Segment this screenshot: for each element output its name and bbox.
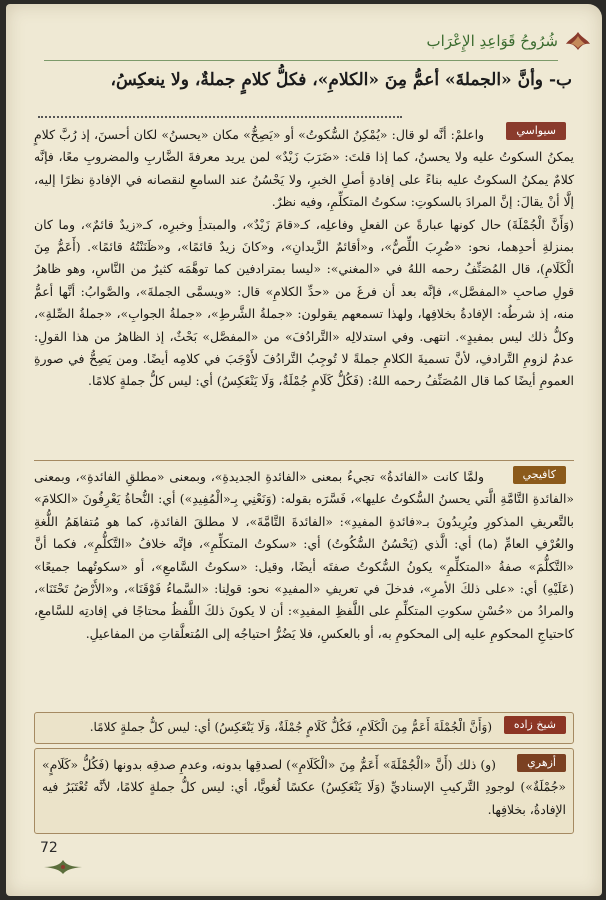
running-header-title: شُرُوحُ قَوَاعِدِ الإِعْرَاب (426, 32, 558, 50)
commentator-tag-kafiji: كافيجي (513, 466, 566, 484)
dotted-rule (38, 116, 402, 118)
ornament-icon (564, 30, 592, 52)
commentator-tag-siwasi: سيواسي (506, 122, 566, 140)
section-kafiji (34, 466, 574, 702)
paragraph: واعلمْ: أنَّه لو قال: «يُمْكِنُ السُّكوتُ» أو «يَصِحُّ» مكان «يحسنُ» لكان أحسنَ، إذ رُبَّ كلامٍ يمكنُ السكوتُ عليه ولا يحسنُ، كما إذا قلتَ: «ضَرَبَ زَيْدٌ» لمن يريد معرفةَ الضَّاربِ والمضروبِ معًا، فإنَّه كلامٌ يمكنُ السكوتُ عليه بناءً على إفادةِ أصلِ الخبرِ، ولا يَحْسُنُ عند السامعِ لنقصانه في الإفادةِ نظرًا إليه، إلَّا أنْ يقالَ: إنَّ المرادَ بالسكوتِ: سكوتُ المتكلِّمِ، وفيه نظرٌ. (34, 127, 574, 210)
header-rule (44, 60, 558, 61)
section-divider (34, 460, 574, 461)
paragraph: (وَأَنَّ الْجُمْلَةَ أَعَمُّ مِنَ الْكَلَامِ، فَكُلُّ كَلَامٍ جُمْلَةٌ، وَلَا يَنْعَكِسُ) أي: ليس كلُّ جملةٍ كلامًا. (89, 720, 492, 734)
footer-ornament-icon (40, 858, 86, 876)
paragraph: (وَأَنَّ الْجُمْلَةَ) حال كونها عبارةً عن الفعلِ وفاعلِه، كـ«قامَ زَيْدٌ»، والمبتدأِ وخبرِه، كـ«زيدٌ قائمٌ»، وما كان بمنزلةِ أحدِهما، نحو: «ضُرِبَ اللِّصُّ»، و«أقائمٌ الزَّيدانِ»، و«كانَ زيدٌ قائمًا»، و«ظَنَنْتُهُ قائمًا». (أَعَمُّ مِنَ الْكَلَامِ)، قال المُصَنِّفُ رحمه اللهُ في «المغني»: «ليسا بمترادفين كما توهَّمَه كثيرٌ من النَّاسِ، وهو ظاهرُ قولِ صاحبِ «المفصَّل»، فإنَّه بعد أن فرغَ من «حدِّ الكلامِ» قال: «ويسمَّى الجملةَ»، والصَّوابُ: أنَّها أعمُّ منه، إذ شرطُه: الإفادةُ بخلافِها، ولهذا تسمعهم يقولون: «جملةُ الشَّرطِ»، «جملةُ الجوابِ»، «جملةُ الصِّلةِ»، وكلُّ ذلك ليس بمفيدٍ». انتهى. وفي استدلالِه «التَّرادُفَ» من «المفصَّل» بَحْثٌ، إذ الظاهرُ من هذا القولِ: عدمُ لزومِ التَّرادفِ، لأنَّ تسميةَ الكلامِ جملةً لا تُوجِبُ التَّرادُفَ لأَوْجَبَ في كلامِه أيضًا. ومن يَصِحُّ في صورةِ العمومِ أيضًا كما قال المُصَنِّفُ رحمه اللهُ: (فَكُلُّ كَلَامٍ جُمْلَةٌ، وَلَا يَنْعَكِسُ) أي: ليس كلُّ جملةٍ كلامًا. (34, 216, 574, 389)
commentator-tag-azhari: أزهري (517, 754, 566, 772)
paragraph: (و) ذلك (أَنَّ «الْجُمْلَةَ» أَعَمُّ مِنَ «الْكَلَامِ») لصدقِها بدونه، وعدمِ صدقِه بدونها (فَكُلُّ «كَلَامٍ» «جُمْلَةٌ») لوجودِ التَّركيبِ الإسناديِّ (وَلَا يَنْعَكِسُ) عكسًا لُغويًّا، أي: ليس كلُّ جملةٍ كلامًا، لأنَّه تُعْتَبَرُ فيه الإفادةُ، بخلافِها. (42, 757, 566, 817)
page-number: 72 (40, 840, 58, 856)
main-heading: ب- وأنَّ «الجملةَ» أعمُّ مِنَ «الكلامِ»، فكلُّ كلامٍ جملةٌ، ولا ينعكِسُ، (110, 70, 572, 90)
paragraph: ولمَّا كانت «الفائدةُ» تجيءُ بمعنى «الفائدةِ الجديدةِ»، وبمعنى «مطلقِ الفائدةِ»، وبمعنى «الفائدةِ التَّامَّةِ الَّتي يحسنُ السُّكوتُ عليها»، فَسَّرَه بقوله: (وَنَعْنِي بِـ«الْمُفِيدِ») أي: النُّحاةُ يَعْرِفُونَ «الكلامَ» بالتَّعريفِ المذكورِ ويُرِيدُونَ بـ«فائدةِ المفيدِ»: «الفائدةَ التَّامَّةَ»، لا مطلقَ الفائدةِ، كما هو مُتفاهَمُ اللُّغةِ والعُرْفِ العامِّ (ما) أي: الَّذي (يَحْسُنُ السُّكُوتُ) أي: «سكوتُ المتكلِّمِ»، فإنَّه خلافُ «التَّكلُّمِ»، فكما أنَّ «التَّكلُّمَ» صفةُ «المتكلِّمِ» يكونُ السُّكوتُ صفتَه أيضًا، وقيل: «سكوتُ السَّامعِ»، أو «سكوتُهما جميعًا» (عَلَيْهِ) أي: «على ذلكَ الأمرِ»، فدخلَ في تعريفِ «المفيدِ» نحو: قولِنا: «السَّماءُ فَوْقَنَا»، و«الأَرْضُ تَحْتَنَا»، والمرادُ من «حُسْنِ سكوتِ المتكلِّمِ على اللَّفظِ المفيدِ»: أن لا يكونَ ذلكَ اللَّفظُ محتاجًا في إفادتِه للسَّامعِ، كاحتياجِ المحكومِ عليه إلى المحكومِ به، أو بالعكسِ، فلا يَضُرُّ احتياجُه إلى المُتعلَّقاتِ من المفاعيلِ. (34, 469, 574, 641)
section-azhari (42, 754, 566, 830)
commentator-tag-sheikhzadeh: شيخ زاده (504, 716, 566, 734)
section-sheikhzadeh (34, 716, 492, 740)
section-siwasi (34, 124, 574, 454)
book-page (6, 4, 602, 896)
